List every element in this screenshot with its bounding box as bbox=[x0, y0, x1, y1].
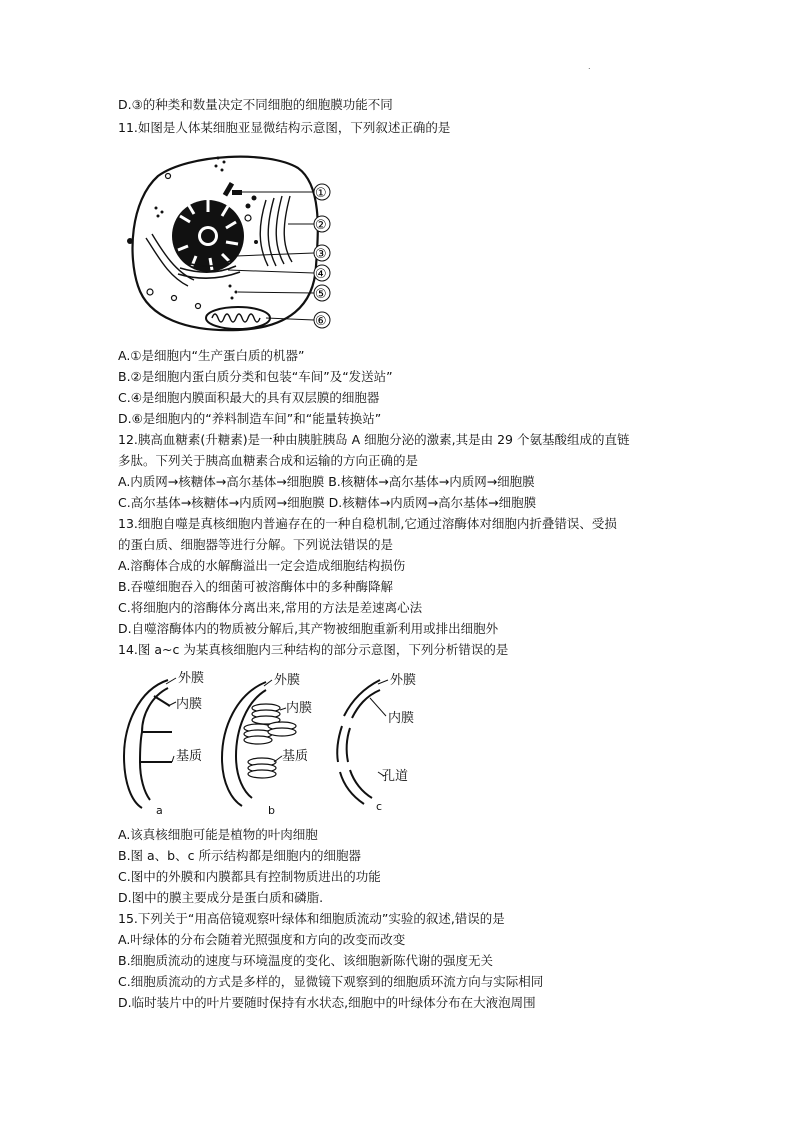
q14-option-b: B.图 a、b、c 所示结构都是细胞内的细胞器 bbox=[118, 848, 361, 863]
q13-option-c: C.将细胞内的溶酶体分离出来,常用的方法是差速离心法 bbox=[118, 600, 423, 615]
label-6: ⑥ bbox=[315, 314, 327, 329]
q12-options-cd: C.高尔基体→核糖体→内质网→细胞膜 D.核糖体→内质网→高尔基体→细胞膜 bbox=[118, 495, 537, 510]
q14-option-d: D.图中的膜主要成分是蛋白质和磷脂. bbox=[118, 890, 324, 905]
nucleus bbox=[172, 200, 244, 272]
q15-option-a: A.叶绿体的分布会随着光照强度和方向的改变而改变 bbox=[118, 932, 406, 947]
c-outer-label: 外膜 bbox=[390, 673, 417, 688]
q11-option-c: C.④是细胞内膜面积最大的具有双层膜的细胞器 bbox=[118, 390, 380, 405]
q12-options-ab: A.内质网→核糖体→高尔基体→细胞膜 B.核糖体→高尔基体→内质网→细胞膜 bbox=[118, 474, 535, 489]
b-outer-label: 外膜 bbox=[274, 673, 301, 688]
q11-option-a: A.①是细胞内“生产蛋白质的机器” bbox=[118, 348, 305, 363]
q12-stem-1: 12.胰高血糖素(升糖素)是一种由胰脏胰岛 A 细胞分泌的激素,其是由 29 个氨基酸组成的直链 bbox=[118, 432, 630, 447]
corner-mark: . bbox=[588, 62, 591, 71]
q13-option-b: B.吞噬细胞吞入的细菌可被溶酶体中的多种酶降解 bbox=[118, 579, 394, 594]
cell-structure-figure bbox=[118, 146, 358, 336]
q14-option-c: C.图中的外膜和内膜都具有控制物质进出的功能 bbox=[118, 869, 381, 884]
a-inner-label: 内膜 bbox=[176, 697, 203, 712]
a-matrix-label: 基质 bbox=[176, 749, 203, 764]
q11-option-d: D.⑥是细胞内的“养料制造车间”和“能量转换站” bbox=[118, 411, 382, 426]
c-inner-label: 内膜 bbox=[388, 711, 415, 726]
q12-stem-2: 多肽。下列关于胰高血糖素合成和运输的方向正确的是 bbox=[118, 453, 419, 468]
mitochondrion bbox=[206, 307, 270, 329]
q15-option-c: C.细胞质流动的方式是多样的，显微镜下观察到的细胞质环流方向与实际相同 bbox=[118, 974, 544, 989]
b-matrix-label: 基质 bbox=[282, 749, 309, 764]
label-5: ⑤ bbox=[315, 287, 327, 302]
a-tag: a bbox=[156, 804, 163, 816]
label-3: ③ bbox=[315, 247, 327, 262]
q14-stem: 14.图 a~c 为某真核细胞内三种结构的部分示意图，下列分析错误的是 bbox=[118, 642, 509, 657]
q13-stem-2: 的蛋白质、细胞器等进行分解。下列说法错误的是 bbox=[118, 537, 394, 552]
label-1: ① bbox=[315, 186, 327, 201]
b-tag: b bbox=[268, 804, 275, 816]
q10-option-d: D.③的种类和数量决定不同细胞的细胞膜功能不同 bbox=[118, 97, 393, 112]
a-outer-label: 外膜 bbox=[178, 671, 205, 686]
q13-option-a: A.溶酶体合成的水解酶溢出一定会造成细胞结构损伤 bbox=[118, 558, 406, 573]
q11-stem: 11.如图是人体某细胞亚显微结构示意图，下列叙述正确的是 bbox=[118, 120, 451, 135]
q15-option-d: D.临时装片中的叶片要随时保持有水状态,细胞中的叶绿体分布在大液泡周围 bbox=[118, 995, 536, 1010]
c-tag: c bbox=[376, 800, 383, 813]
organelle-figure bbox=[118, 666, 438, 816]
b-inner-label: 内膜 bbox=[286, 701, 313, 716]
label-2: ② bbox=[315, 218, 327, 233]
q13-stem-1: 13.细胞自噬是真核细胞内普遍存在的一种自稳机制,它通过溶酶体对细胞内折叠错误、受损 bbox=[118, 516, 617, 531]
q15-stem: 15.下列关于“用高倍镜观察叶绿体和细胞质流动”实验的叙述,错误的是 bbox=[118, 911, 505, 926]
q13-option-d: D.自噬溶酶体内的物质被分解后,其产物被细胞重新利用或排出细胞外 bbox=[118, 621, 499, 636]
c-pore-label: 孔道 bbox=[382, 769, 409, 784]
label-4: ④ bbox=[315, 267, 327, 282]
q11-option-b: B.②是细胞内蛋白质分类和包装“车间”及“发送站” bbox=[118, 369, 393, 384]
q15-option-b: B.细胞质流动的速度与环境温度的变化、该细胞新陈代谢的强度无关 bbox=[118, 953, 494, 968]
q14-option-a: A.该真核细胞可能是植物的叶肉细胞 bbox=[118, 827, 318, 842]
